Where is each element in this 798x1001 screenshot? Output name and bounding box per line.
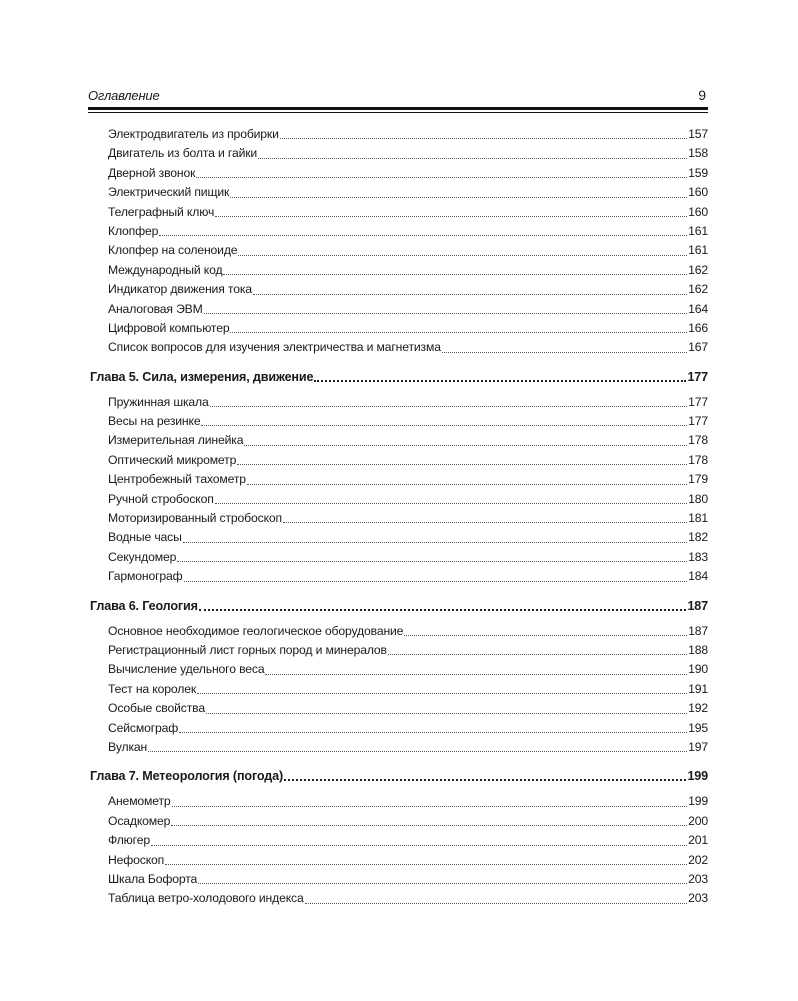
dot-leader [172, 805, 687, 807]
dot-leader [247, 483, 687, 485]
toc-entry[interactable] [88, 490, 708, 509]
dot-leader [159, 234, 687, 236]
toc-entry-page-number: 161 [688, 243, 708, 258]
toc-entry[interactable] [88, 300, 708, 319]
toc-entry[interactable] [88, 889, 708, 908]
toc-entry[interactable] [88, 203, 708, 222]
dot-leader [265, 673, 687, 675]
header-double-rule [88, 107, 708, 114]
toc-entry-label: Оптический микрометр [108, 452, 237, 467]
dot-leader [238, 254, 687, 256]
dot-leader [280, 137, 687, 139]
toc-entry-page-number: 197 [688, 739, 708, 754]
toc-entry-label: Таблица ветро-холодового индекса [108, 891, 304, 906]
toc-entry[interactable] [88, 338, 708, 357]
toc-entry-page-number: 158 [688, 146, 708, 161]
running-head-title: Оглавление [88, 88, 160, 103]
toc-entry-label: Индикатор движения тока [108, 282, 252, 297]
dot-leader [199, 608, 687, 611]
toc-entry-page-number: 160 [688, 185, 708, 200]
toc-entry-page-number: 183 [688, 549, 708, 564]
toc-entry-page-number: 162 [688, 282, 708, 297]
toc-entry-label: Измерительная линейка [108, 433, 244, 448]
toc-entry-page-number: 182 [688, 530, 708, 545]
dot-leader [184, 580, 687, 582]
page-number: 9 [698, 87, 706, 103]
header-rule-thick [88, 107, 708, 110]
toc-entry[interactable] [88, 719, 708, 738]
toc-entry-label: Глава 5. Сила, измерения, движение [90, 369, 314, 384]
toc-entry-label: Секундомер [108, 549, 177, 564]
toc-entry[interactable] [88, 870, 708, 889]
toc-entry-label: Ручной стробоскоп [108, 491, 214, 506]
dot-leader [253, 293, 687, 295]
toc-entry[interactable] [88, 222, 708, 241]
toc-entry[interactable] [88, 431, 708, 450]
dot-leader [442, 351, 687, 353]
toc-entry-label: Телеграфный ключ [108, 204, 215, 219]
toc-entry[interactable] [88, 528, 708, 547]
toc-entry-page-number: 200 [688, 813, 708, 828]
toc-entry-page-number: 177 [688, 414, 708, 429]
toc-entry-label: Пружинная шкала [108, 394, 209, 409]
toc-entry-page-number: 157 [688, 127, 708, 141]
toc-entry-label: Вычисление удельного веса [108, 662, 265, 677]
dot-leader [148, 750, 687, 752]
toc-entry[interactable] [88, 451, 708, 470]
toc-entry-page-number: 181 [688, 511, 708, 526]
toc-entry-label: Электродвигатель из пробирки [108, 127, 279, 141]
toc-entry-label: Двигатель из болта и гайки [108, 146, 258, 161]
toc-entry-label: Сейсмограф [108, 720, 179, 735]
toc-entry-label: Гармонограф [108, 569, 183, 584]
toc-entry-page-number: 164 [688, 301, 708, 316]
toc-entry-label: Глава 6. Геология [90, 598, 198, 613]
dot-leader [223, 273, 687, 275]
toc-entry[interactable] [88, 831, 708, 850]
header-rule-thin [88, 112, 708, 113]
toc-entry[interactable] [88, 183, 708, 202]
toc-entry-label: Вулкан [108, 739, 148, 754]
toc-entry-label: Основное необходимое геологическое оборудование [108, 623, 404, 638]
toc-entry-page-number: 166 [688, 320, 708, 335]
dot-leader [230, 331, 687, 333]
toc-entry[interactable] [88, 641, 708, 660]
toc-entry[interactable] [88, 319, 708, 338]
toc-entry-label: Электрический пищик [108, 185, 230, 200]
toc-entry[interactable] [88, 660, 708, 679]
dot-leader [204, 312, 687, 314]
running-head [88, 86, 708, 106]
toc-entry-page-number: 159 [688, 165, 708, 180]
toc-chapter-entry[interactable] [88, 766, 708, 786]
toc-chapter-entry[interactable] [88, 367, 708, 387]
toc-entry-label: Международный код [108, 262, 223, 277]
dot-leader [230, 196, 687, 198]
toc-entry-page-number: 199 [688, 794, 708, 809]
toc-entry-page-number: 178 [688, 433, 708, 448]
toc-entry-label: Анемометр [108, 794, 171, 809]
toc-entry-page-number: 177 [687, 369, 708, 384]
dot-leader [388, 653, 687, 655]
toc-entry-label: Дверной звонок [108, 165, 196, 180]
toc-entry-page-number: 203 [688, 871, 708, 886]
toc-entry[interactable] [88, 393, 708, 412]
toc-entry-page-number: 202 [688, 852, 708, 867]
toc-entry-label: Цифровой компьютер [108, 320, 230, 335]
dot-leader [196, 176, 687, 178]
toc-entry-page-number: 184 [688, 569, 708, 584]
toc-entry-page-number: 178 [688, 452, 708, 467]
dot-leader [215, 502, 687, 504]
toc-entry[interactable] [88, 261, 708, 280]
book-page [88, 86, 708, 909]
dot-leader [215, 215, 687, 217]
dot-leader [305, 902, 687, 904]
toc-entry-page-number: 195 [688, 720, 708, 735]
toc-entry-page-number: 201 [688, 833, 708, 848]
toc-entry-page-number: 187 [688, 623, 708, 638]
toc-chapter-entry[interactable] [88, 596, 708, 616]
dot-leader [177, 560, 687, 562]
toc-entry[interactable] [88, 412, 708, 431]
dot-leader [197, 692, 687, 694]
toc-entry-page-number: 190 [688, 662, 708, 677]
toc-entry-label: Регистрационный лист горных пород и минералов [108, 642, 387, 657]
toc-entry[interactable] [88, 241, 708, 260]
dot-leader [258, 157, 687, 159]
toc-entry-page-number: 199 [687, 769, 708, 784]
dot-leader [183, 541, 687, 543]
toc-entry[interactable] [88, 280, 708, 299]
toc-entry-label: Нефоскоп [108, 852, 165, 867]
dot-leader [237, 463, 687, 465]
toc-entry-page-number: 180 [688, 491, 708, 506]
toc-entry[interactable] [88, 699, 708, 718]
table-of-contents [88, 125, 708, 909]
toc-entry-label: Водные часы [108, 530, 182, 545]
dot-leader [404, 634, 687, 636]
toc-entry-page-number: 191 [688, 681, 708, 696]
toc-entry-page-number: 192 [688, 701, 708, 716]
toc-entry[interactable] [88, 164, 708, 183]
toc-entry-label: Список вопросов для изучения электричества и магнетизма [108, 340, 441, 355]
toc-entry-page-number: 177 [688, 394, 708, 409]
toc-entry[interactable] [88, 567, 708, 586]
toc-entry[interactable] [88, 851, 708, 870]
toc-entry-page-number: 167 [688, 340, 708, 355]
toc-entry-page-number: 179 [688, 472, 708, 487]
dot-leader [244, 444, 687, 446]
toc-entry[interactable] [88, 738, 708, 757]
dot-leader [284, 778, 686, 781]
dot-leader [206, 712, 687, 714]
toc-entry-label: Клопфер [108, 223, 159, 238]
toc-entry-page-number: 161 [688, 223, 708, 238]
toc-entry-page-number: 187 [687, 598, 708, 613]
toc-entry-label: Центробежный тахометр [108, 472, 246, 487]
toc-entry-label: Особые свойства [108, 701, 205, 716]
dot-leader [179, 731, 687, 733]
toc-entry[interactable] [88, 144, 708, 163]
toc-entry[interactable] [88, 509, 708, 528]
toc-entry-page-number: 162 [688, 262, 708, 277]
dot-leader [210, 405, 687, 407]
toc-entry-label: Тест на королек [108, 681, 197, 696]
toc-entry-label: Осадкомер [108, 813, 171, 828]
toc-entry[interactable] [88, 125, 708, 144]
toc-entry[interactable] [88, 680, 708, 699]
toc-entry-page-number: 160 [688, 204, 708, 219]
toc-entry-page-number: 188 [688, 642, 708, 657]
toc-entry[interactable] [88, 622, 708, 641]
dot-leader [171, 824, 687, 826]
toc-entry-label: Глава 7. Метеорология (погода) [90, 769, 284, 784]
toc-entry-label: Шкала Бофорта [108, 871, 198, 886]
dot-leader [201, 424, 687, 426]
toc-entry[interactable] [88, 470, 708, 489]
toc-entry-label: Флюгер [108, 833, 150, 848]
dot-leader [198, 882, 687, 884]
toc-entry-label: Моторизированный стробоскоп [108, 511, 282, 526]
toc-entry[interactable] [88, 792, 708, 811]
dot-leader [314, 379, 686, 382]
dot-leader [165, 863, 687, 865]
dot-leader [151, 844, 687, 846]
toc-entry-label: Аналоговая ЭВМ [108, 301, 203, 316]
dot-leader [283, 521, 687, 523]
toc-entry-label: Клопфер на соленоиде [108, 243, 238, 258]
toc-entry-page-number: 203 [688, 891, 708, 906]
toc-entry[interactable] [88, 548, 708, 567]
toc-entry[interactable] [88, 812, 708, 831]
toc-entry-label: Весы на резинке [108, 414, 201, 429]
